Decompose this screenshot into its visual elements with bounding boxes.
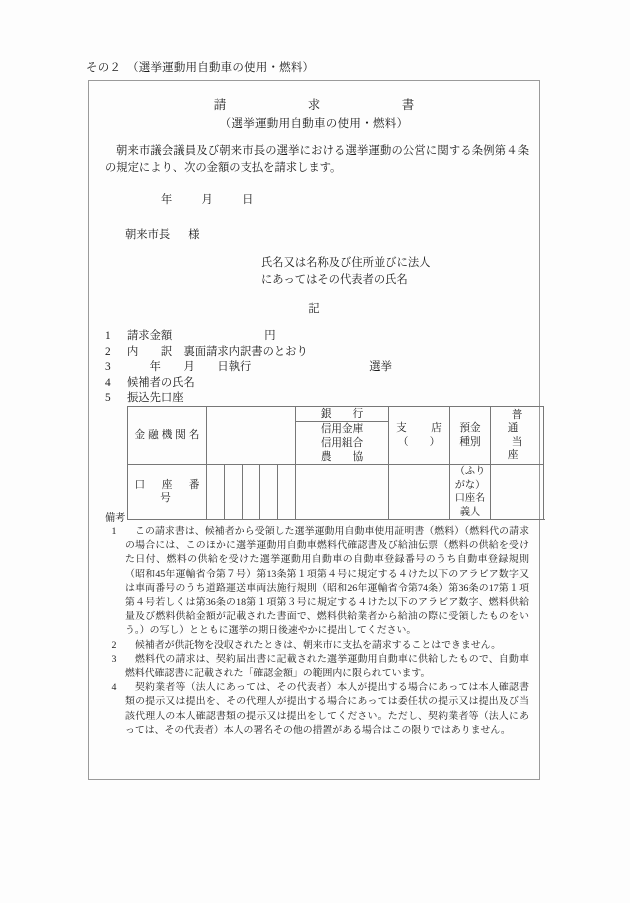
remarks-number: 3 [111,653,117,665]
deposit-kind-line-1: 預金 [459,423,481,434]
document-kind-label: その２ （選挙運動用自動車の使用・燃料） [86,62,315,74]
item-label: 内 訳 裏面請求内訳書のとおり [127,345,308,358]
item-label: 候補者の氏名 [127,376,195,389]
date-day-label: 日 [242,194,254,206]
item-number: 2 [105,345,111,358]
remarks-entry [103,525,529,639]
date-line [161,191,254,207]
item-number: 1 [105,330,111,342]
form-inner [89,81,549,779]
remarks-heading: 備考 [105,513,126,524]
deposit-type-current[interactable]: 当 座 [507,436,549,461]
item-unit: 円 [264,330,276,342]
remarks-text: 契約業者等（法人にあっては、その代表者）本人が提出する場合にあっては本人確認書類の提示又は提出を、その代理人が提出する場合にあっては委任状の提示又は提出及び当該代理人の本人確認書類の提示又は提出をしてください。ただし、契約業者等（法人にあっては、その代表者）本人の署名その他の措置がある場合はこの限りではありません。 [125,682,529,736]
list-item [105,389,525,405]
item-label: 振込先口座 [127,392,184,404]
lead-paragraph: 朝来市議会議員及び朝来市長の選挙における選挙運動の公営に関する条例第４条の規定により、次の金額の支払を請求します。 [105,145,529,174]
addressee-honorific: 様 [188,229,200,241]
item-number: 4 [105,376,111,389]
claimant-line-2: にあってはその代表者の氏名 [261,274,408,286]
date-year-label: 年 [161,194,173,206]
remarks-number: 1 [111,526,117,537]
institution-type-bank[interactable]: 銀 行 [296,407,389,422]
account-number-label: 口 座 番 号 [128,465,207,520]
account-holder-text: 口座名義人 [454,493,486,518]
claim-items-list [105,327,525,405]
deposit-kind-line-2: 種別 [459,436,481,448]
remarks-text: 候補者が供託物を没収されたときは、朝来市に支払を請求することはできません。 [135,639,501,651]
item-label: 請求金額 [127,330,173,342]
remarks-text: この請求書は、候補者から受領した選挙運動用自動車使用証明書（燃料）（燃料代の請求の場合には、このほかに選挙運動用自動車燃料代確認書及び給油伝票（燃料の供給を受けた日付、燃料の供給を受けた選挙運動用自動車の自動車登録番号のうち自動車登録規則（昭和45年運輸省令第７号）第13条第１項第４号に規定する４けた以下のアラビア数字又は車両番号のうち道路運送車両法施行規則（昭和26年運輸省令第74条）第36条の17第１項第４号若しくは第36条の18第１項第３号に規定する４けた以下のアラビア数字、燃料供給量及び燃料供給金額が記載された書面で、燃料供給業者から給油の際に受領したものをいう。）の写し）とともに選挙の期日後速やかに提出してください。 [125,526,529,637]
remarks-entry [103,681,529,738]
claimant-line-1: 氏名又は名称及び住所並びに法人 [261,257,431,269]
institution-name-input[interactable] [207,407,296,465]
addressee-line [125,226,200,242]
table-row [128,465,544,493]
remarks-text: 燃料代の請求は、契約届出書に記載された選挙運動用自動車に供給したもので、自動車燃料代確認書に記載された「確認金額」の範囲内に限られています。 [125,653,529,680]
remarks-section [103,509,529,738]
branch-stack [389,422,449,449]
institution-type-shinkin[interactable]: 信用金庫 [296,422,389,437]
list-item [105,327,525,343]
furigana-label: （ふりがな） [454,466,486,491]
item-number: 5 [105,392,111,404]
branch-label: 支 店 [396,423,449,434]
claimant-block [261,255,430,289]
holder-furigana-input[interactable] [491,465,544,493]
form-frame [88,80,549,780]
list-item [105,343,525,359]
remarks-entry [103,653,529,681]
item-label: 年 月 日執行 [127,361,252,373]
item-number: 3 [105,361,111,373]
date-month-label: 月 [201,194,214,206]
form-title: 請 求 書 [213,98,426,112]
institution-type-agri-coop[interactable]: 農 協 [296,450,389,465]
deposit-type-stack [491,409,549,463]
addressee-name: 朝来市長 [125,229,171,241]
remarks-number: 4 [111,682,117,694]
list-item [105,358,525,374]
institution-type-credit-union[interactable]: 信用組合 [296,436,389,450]
table-row [128,407,544,422]
ki-mark: 記 [308,303,320,315]
institution-name-label: 金融機関名 [128,407,207,465]
item-unit: 選挙 [369,361,392,373]
form-subtitle: （選挙運動用自動車の使用・燃料） [219,118,409,130]
list-item [105,374,525,390]
deposit-kind-label [450,407,491,465]
branch-paren: （ ） [397,436,441,448]
deposit-kind-stack [450,422,490,449]
bank-account-table [127,406,549,520]
branch-cell[interactable] [389,407,450,465]
deposit-type-ordinary[interactable]: 普 通 [507,409,549,434]
remarks-entry [103,639,529,653]
remarks-number: 2 [111,639,117,651]
deposit-type-options[interactable] [491,407,549,465]
